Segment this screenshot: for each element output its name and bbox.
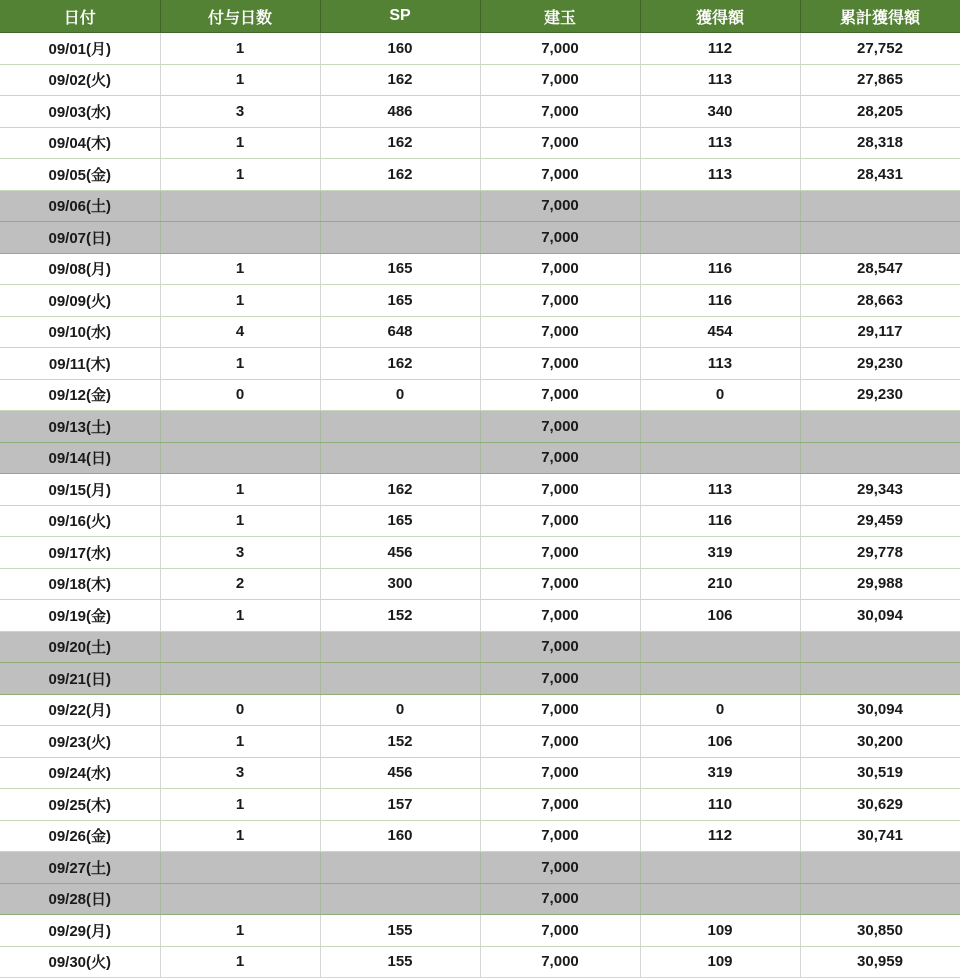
cell-sp: 456 — [320, 757, 480, 789]
table-row — [0, 379, 960, 411]
cell-position: 7,000 — [480, 663, 640, 695]
cell-date: 09/24(水) — [0, 757, 160, 789]
cell-earned: 0 — [640, 694, 800, 726]
cell-grant-days — [160, 631, 320, 663]
cell-position: 7,000 — [480, 253, 640, 285]
cell-position: 7,000 — [480, 852, 640, 884]
cell-cumulative: 29,778 — [800, 537, 960, 569]
cell-earned: 112 — [640, 820, 800, 852]
cell-position: 7,000 — [480, 190, 640, 222]
table-row — [0, 64, 960, 96]
cell-earned — [640, 190, 800, 222]
header-earned: 獲得額 — [640, 0, 800, 33]
table-row — [0, 127, 960, 159]
cell-grant-days: 1 — [160, 820, 320, 852]
cell-cumulative: 30,741 — [800, 820, 960, 852]
cell-earned — [640, 883, 800, 915]
cell-position: 7,000 — [480, 537, 640, 569]
cell-cumulative: 27,752 — [800, 33, 960, 65]
cell-position: 7,000 — [480, 96, 640, 128]
cell-earned: 110 — [640, 789, 800, 821]
cell-position: 7,000 — [480, 631, 640, 663]
table-row — [0, 253, 960, 285]
cell-earned: 319 — [640, 537, 800, 569]
cell-cumulative — [800, 883, 960, 915]
cell-cumulative: 30,200 — [800, 726, 960, 758]
cell-grant-days — [160, 442, 320, 474]
cell-cumulative: 27,865 — [800, 64, 960, 96]
cell-sp — [320, 852, 480, 884]
cell-sp: 155 — [320, 946, 480, 978]
cell-position: 7,000 — [480, 379, 640, 411]
cell-date: 09/11(木) — [0, 348, 160, 380]
cell-sp: 162 — [320, 127, 480, 159]
header-sp: SP — [320, 0, 480, 33]
cell-date: 09/14(日) — [0, 442, 160, 474]
cell-position: 7,000 — [480, 222, 640, 254]
cell-cumulative: 30,094 — [800, 600, 960, 632]
cell-grant-days: 3 — [160, 537, 320, 569]
header-cumulative: 累計獲得額 — [800, 0, 960, 33]
cell-cumulative: 29,988 — [800, 568, 960, 600]
cell-cumulative: 28,431 — [800, 159, 960, 191]
cell-sp: 162 — [320, 348, 480, 380]
cell-earned: 116 — [640, 285, 800, 317]
cell-grant-days: 1 — [160, 348, 320, 380]
cell-earned: 112 — [640, 33, 800, 65]
cell-position: 7,000 — [480, 694, 640, 726]
cell-cumulative — [800, 411, 960, 443]
cell-cumulative: 30,959 — [800, 946, 960, 978]
cell-date: 09/19(金) — [0, 600, 160, 632]
cell-grant-days: 1 — [160, 159, 320, 191]
cell-earned — [640, 442, 800, 474]
cell-grant-days — [160, 852, 320, 884]
table-row — [0, 33, 960, 65]
cell-earned — [640, 852, 800, 884]
cell-grant-days — [160, 411, 320, 443]
cell-position: 7,000 — [480, 757, 640, 789]
cell-date: 09/28(日) — [0, 883, 160, 915]
cell-grant-days: 0 — [160, 694, 320, 726]
cell-date: 09/30(火) — [0, 946, 160, 978]
cell-sp: 157 — [320, 789, 480, 821]
cell-position: 7,000 — [480, 915, 640, 947]
table-row — [0, 789, 960, 821]
cell-earned — [640, 663, 800, 695]
cell-position: 7,000 — [480, 505, 640, 537]
table-row — [0, 442, 960, 474]
cell-sp — [320, 442, 480, 474]
cell-grant-days — [160, 663, 320, 695]
cell-cumulative — [800, 852, 960, 884]
cell-grant-days: 1 — [160, 33, 320, 65]
table-row — [0, 190, 960, 222]
table-row — [0, 946, 960, 978]
cell-earned: 454 — [640, 316, 800, 348]
cell-grant-days — [160, 222, 320, 254]
cell-sp: 165 — [320, 285, 480, 317]
cell-cumulative — [800, 631, 960, 663]
cell-grant-days — [160, 883, 320, 915]
cell-position: 7,000 — [480, 789, 640, 821]
cell-cumulative: 30,629 — [800, 789, 960, 821]
cell-position: 7,000 — [480, 285, 640, 317]
table-row — [0, 505, 960, 537]
cell-grant-days: 1 — [160, 789, 320, 821]
cell-earned: 113 — [640, 348, 800, 380]
cell-grant-days: 1 — [160, 726, 320, 758]
cell-earned: 319 — [640, 757, 800, 789]
header-grant-days: 付与日数 — [160, 0, 320, 33]
cell-position: 7,000 — [480, 946, 640, 978]
table-row — [0, 568, 960, 600]
cell-sp — [320, 190, 480, 222]
cell-position: 7,000 — [480, 33, 640, 65]
cell-earned: 113 — [640, 127, 800, 159]
cell-sp: 486 — [320, 96, 480, 128]
cell-grant-days: 1 — [160, 253, 320, 285]
cell-position: 7,000 — [480, 411, 640, 443]
cell-cumulative: 30,519 — [800, 757, 960, 789]
cell-sp: 152 — [320, 600, 480, 632]
cell-cumulative: 29,117 — [800, 316, 960, 348]
cell-position: 7,000 — [480, 159, 640, 191]
header-date: 日付 — [0, 0, 160, 33]
table-row — [0, 726, 960, 758]
cell-grant-days: 3 — [160, 96, 320, 128]
cell-date: 09/29(月) — [0, 915, 160, 947]
cell-sp — [320, 883, 480, 915]
table-row — [0, 883, 960, 915]
table-header — [0, 0, 960, 33]
cell-position: 7,000 — [480, 442, 640, 474]
cell-grant-days: 1 — [160, 127, 320, 159]
cell-cumulative: 29,230 — [800, 348, 960, 380]
cell-sp: 165 — [320, 253, 480, 285]
cell-sp: 162 — [320, 64, 480, 96]
cell-date: 09/26(金) — [0, 820, 160, 852]
cell-grant-days: 1 — [160, 946, 320, 978]
cell-grant-days: 1 — [160, 285, 320, 317]
cell-date: 09/23(火) — [0, 726, 160, 758]
table-row — [0, 316, 960, 348]
cell-sp — [320, 663, 480, 695]
cell-sp: 456 — [320, 537, 480, 569]
table-row — [0, 694, 960, 726]
cell-earned: 109 — [640, 946, 800, 978]
cell-position: 7,000 — [480, 474, 640, 506]
cell-earned: 113 — [640, 159, 800, 191]
cell-date: 09/27(土) — [0, 852, 160, 884]
cell-earned: 113 — [640, 474, 800, 506]
cell-grant-days: 3 — [160, 757, 320, 789]
cell-grant-days: 2 — [160, 568, 320, 600]
header-row — [0, 0, 960, 33]
cell-sp: 152 — [320, 726, 480, 758]
cell-sp: 160 — [320, 33, 480, 65]
cell-grant-days: 0 — [160, 379, 320, 411]
table-row — [0, 159, 960, 191]
cell-sp — [320, 411, 480, 443]
cell-earned: 116 — [640, 505, 800, 537]
cell-position: 7,000 — [480, 568, 640, 600]
cell-date: 09/12(金) — [0, 379, 160, 411]
cell-date: 09/16(火) — [0, 505, 160, 537]
cell-earned — [640, 222, 800, 254]
table-row — [0, 757, 960, 789]
cell-earned — [640, 411, 800, 443]
cell-cumulative: 30,094 — [800, 694, 960, 726]
cell-date: 09/20(土) — [0, 631, 160, 663]
cell-earned: 113 — [640, 64, 800, 96]
table-row — [0, 411, 960, 443]
table-row — [0, 663, 960, 695]
cell-date: 09/03(水) — [0, 96, 160, 128]
cell-cumulative: 28,205 — [800, 96, 960, 128]
cell-date: 09/05(金) — [0, 159, 160, 191]
cell-cumulative: 29,230 — [800, 379, 960, 411]
table-row — [0, 348, 960, 380]
cell-date: 09/17(水) — [0, 537, 160, 569]
cell-sp — [320, 631, 480, 663]
cell-cumulative: 30,850 — [800, 915, 960, 947]
cell-cumulative — [800, 222, 960, 254]
cell-date: 09/06(土) — [0, 190, 160, 222]
cell-cumulative — [800, 442, 960, 474]
cell-sp: 160 — [320, 820, 480, 852]
cell-grant-days: 1 — [160, 505, 320, 537]
cell-date: 09/09(火) — [0, 285, 160, 317]
cell-date: 09/13(土) — [0, 411, 160, 443]
cell-earned: 106 — [640, 726, 800, 758]
cell-date: 09/15(月) — [0, 474, 160, 506]
cell-earned: 116 — [640, 253, 800, 285]
cell-position: 7,000 — [480, 883, 640, 915]
cell-date: 09/22(月) — [0, 694, 160, 726]
table-row — [0, 96, 960, 128]
cell-earned: 109 — [640, 915, 800, 947]
cell-sp: 300 — [320, 568, 480, 600]
cell-date: 09/21(日) — [0, 663, 160, 695]
cell-cumulative: 28,547 — [800, 253, 960, 285]
cell-sp — [320, 222, 480, 254]
table-row — [0, 820, 960, 852]
cell-grant-days — [160, 190, 320, 222]
cell-earned: 106 — [640, 600, 800, 632]
table-row — [0, 600, 960, 632]
cell-date: 09/18(木) — [0, 568, 160, 600]
cell-sp: 165 — [320, 505, 480, 537]
cell-grant-days: 1 — [160, 915, 320, 947]
cell-position: 7,000 — [480, 316, 640, 348]
cell-date: 09/01(月) — [0, 33, 160, 65]
cell-grant-days: 1 — [160, 474, 320, 506]
cell-cumulative — [800, 190, 960, 222]
table-row — [0, 474, 960, 506]
cell-cumulative: 28,663 — [800, 285, 960, 317]
cell-cumulative — [800, 663, 960, 695]
cell-earned: 340 — [640, 96, 800, 128]
cell-date: 09/25(木) — [0, 789, 160, 821]
table-row — [0, 285, 960, 317]
cell-date: 09/08(月) — [0, 253, 160, 285]
cell-position: 7,000 — [480, 64, 640, 96]
table-row — [0, 631, 960, 663]
cell-sp: 0 — [320, 694, 480, 726]
cell-position: 7,000 — [480, 127, 640, 159]
cell-sp: 648 — [320, 316, 480, 348]
cell-position: 7,000 — [480, 820, 640, 852]
cell-grant-days: 4 — [160, 316, 320, 348]
table-row — [0, 915, 960, 947]
cell-position: 7,000 — [480, 726, 640, 758]
cell-grant-days: 1 — [160, 600, 320, 632]
header-position: 建玉 — [480, 0, 640, 33]
table-row — [0, 537, 960, 569]
cell-sp: 155 — [320, 915, 480, 947]
table-row — [0, 222, 960, 254]
cell-earned: 0 — [640, 379, 800, 411]
cell-position: 7,000 — [480, 348, 640, 380]
cell-grant-days: 1 — [160, 64, 320, 96]
cell-date: 09/02(火) — [0, 64, 160, 96]
cell-position: 7,000 — [480, 600, 640, 632]
cell-earned — [640, 631, 800, 663]
cell-cumulative: 28,318 — [800, 127, 960, 159]
cell-sp: 162 — [320, 474, 480, 506]
cell-sp: 0 — [320, 379, 480, 411]
table-body — [0, 33, 960, 978]
cell-date: 09/10(水) — [0, 316, 160, 348]
cell-sp: 162 — [320, 159, 480, 191]
cell-cumulative: 29,459 — [800, 505, 960, 537]
cell-date: 09/07(日) — [0, 222, 160, 254]
cell-cumulative: 29,343 — [800, 474, 960, 506]
cell-earned: 210 — [640, 568, 800, 600]
table-row — [0, 852, 960, 884]
cell-date: 09/04(木) — [0, 127, 160, 159]
